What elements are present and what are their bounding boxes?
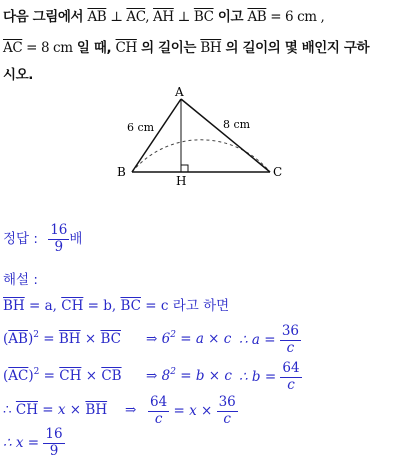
segment-ac: $\overline{AC}$ — [126, 9, 146, 25]
triangle-figure — [110, 84, 300, 190]
equation-text: = — [39, 368, 60, 384]
comma: , — [145, 9, 154, 25]
equation-text: = b, — [83, 298, 121, 314]
numerator: 16 — [45, 426, 63, 442]
question-text: 이고 — [213, 9, 248, 25]
question-text: 의 길이는 — [136, 40, 201, 56]
question-text: 의 길이의 몇 배인지 구하 — [221, 40, 370, 56]
equation-middle — [146, 331, 231, 347]
answer-fraction — [48, 224, 69, 254]
equation-text: ∴ x = — [3, 435, 44, 451]
equation-right — [148, 396, 238, 426]
equation-right — [239, 362, 302, 392]
exponent: 2 — [170, 330, 176, 340]
answer-line — [3, 224, 82, 254]
length-ac: = 8 cm — [22, 40, 73, 56]
perpendicular-symbol: ⊥ — [106, 9, 127, 25]
segment-ab: $\overline{AB}$ — [8, 331, 28, 347]
label-ac-length: 8 cm — [223, 118, 251, 131]
solution-line-3 — [3, 360, 400, 394]
segment-bc: $\overline{BC}$ — [100, 331, 121, 347]
equation-text: = x × — [169, 403, 217, 419]
segment-cb: $\overline{CB}$ — [101, 368, 122, 384]
implies-symbol: ⇒ — [125, 402, 137, 418]
fraction — [217, 396, 238, 426]
numerator: 64 — [150, 394, 168, 410]
segment-bc: $\overline{BC}$ — [193, 9, 214, 25]
answer-unit: 배 — [69, 231, 83, 247]
label-c: C — [273, 165, 283, 179]
denominator: 9 — [49, 442, 59, 459]
perpendicular-symbol: ⊥ — [173, 9, 194, 25]
segment-ch: $\overline{CH}$ — [15, 402, 38, 418]
length-ab: = 6 cm , — [266, 9, 325, 25]
solution-text: 라고 하면 — [168, 298, 230, 314]
segment-ch: $\overline{CH}$ — [61, 298, 84, 314]
equation-text: ⇒ 8 — [146, 368, 171, 384]
question-text: 시오. — [3, 67, 34, 83]
equation-left — [3, 402, 107, 418]
label-b: B — [117, 165, 126, 179]
paren: ( — [3, 331, 9, 347]
solution-line-1 — [3, 294, 229, 314]
right-angle-mark — [181, 165, 188, 172]
segment-ac: $\overline{AC}$ — [3, 40, 23, 56]
segment-ab: $\overline{AB}$ — [87, 9, 107, 25]
equation-text: × — [80, 331, 101, 347]
fraction — [280, 362, 301, 392]
paren: ) — [28, 368, 34, 384]
solution-label: 해설 : — [3, 272, 38, 288]
denominator: c — [287, 376, 295, 393]
paren: ) — [27, 331, 34, 347]
segment-bh: $\overline{BH}$ — [200, 40, 222, 56]
segment-ab: $\overline{AB}$ — [247, 9, 267, 25]
exponent: 2 — [33, 367, 40, 377]
label-a: A — [175, 85, 184, 99]
exponent: 2 — [33, 330, 39, 340]
equation-left — [3, 331, 121, 347]
question-line-3 — [3, 63, 33, 83]
denominator: c — [223, 410, 231, 427]
fraction — [280, 325, 301, 355]
label-ab-length: 6 cm — [127, 121, 155, 134]
segment-ch: $\overline{CH}$ — [115, 40, 137, 56]
equation-left — [3, 368, 122, 384]
answer-label: 정답 : — [3, 231, 38, 247]
equation-right — [239, 325, 301, 355]
equation-text: × — [81, 368, 102, 384]
equation-text: ∴ — [3, 402, 16, 418]
solution-line-5 — [3, 428, 65, 458]
fraction — [148, 396, 169, 426]
paren: ( — [3, 368, 9, 384]
question-text: 다음 그림에서 — [3, 9, 88, 25]
equation-text: = a, — [24, 298, 62, 314]
segment-bc: $\overline{BC}$ — [120, 298, 141, 314]
question-text: 일 때, — [72, 40, 116, 56]
segment-bh: $\overline{BH}$ — [3, 298, 25, 314]
segment-bh: $\overline{BH}$ — [58, 331, 81, 347]
fraction — [43, 428, 64, 458]
denominator: c — [286, 339, 295, 356]
solution-line-2 — [3, 323, 400, 357]
numerator: 36 — [281, 323, 300, 339]
equation-text: = c — [140, 298, 169, 314]
segment-ah: $\overline{AH}$ — [153, 9, 174, 25]
solution-line-4 — [3, 394, 400, 428]
equation-text: ⇒ 6 — [146, 331, 171, 347]
exponent: 2 — [170, 367, 176, 377]
question-line-2 — [3, 36, 369, 56]
equation-text: = a × c — [175, 331, 232, 347]
equation-middle — [146, 368, 232, 384]
side-ab — [132, 99, 181, 172]
denominator: c — [154, 410, 163, 427]
equation-text: = b × c — [175, 368, 232, 384]
numerator: 64 — [282, 360, 300, 376]
equation-text: ∴ a = — [239, 332, 280, 348]
segment-ac: $\overline{AC}$ — [8, 368, 29, 384]
answer-denominator: 9 — [54, 238, 64, 255]
equation-text: ∴ b = — [239, 369, 281, 385]
segment-bh: $\overline{BH}$ — [85, 402, 108, 418]
equation-text: = — [38, 331, 59, 347]
numerator: 36 — [218, 394, 236, 410]
label-h: H — [176, 174, 187, 188]
answer-numerator: 16 — [50, 222, 68, 238]
equation-text: = x × — [38, 402, 86, 418]
segment-ch: $\overline{CH}$ — [59, 368, 82, 384]
question-line-1 — [3, 5, 324, 25]
side-ac — [181, 99, 270, 172]
